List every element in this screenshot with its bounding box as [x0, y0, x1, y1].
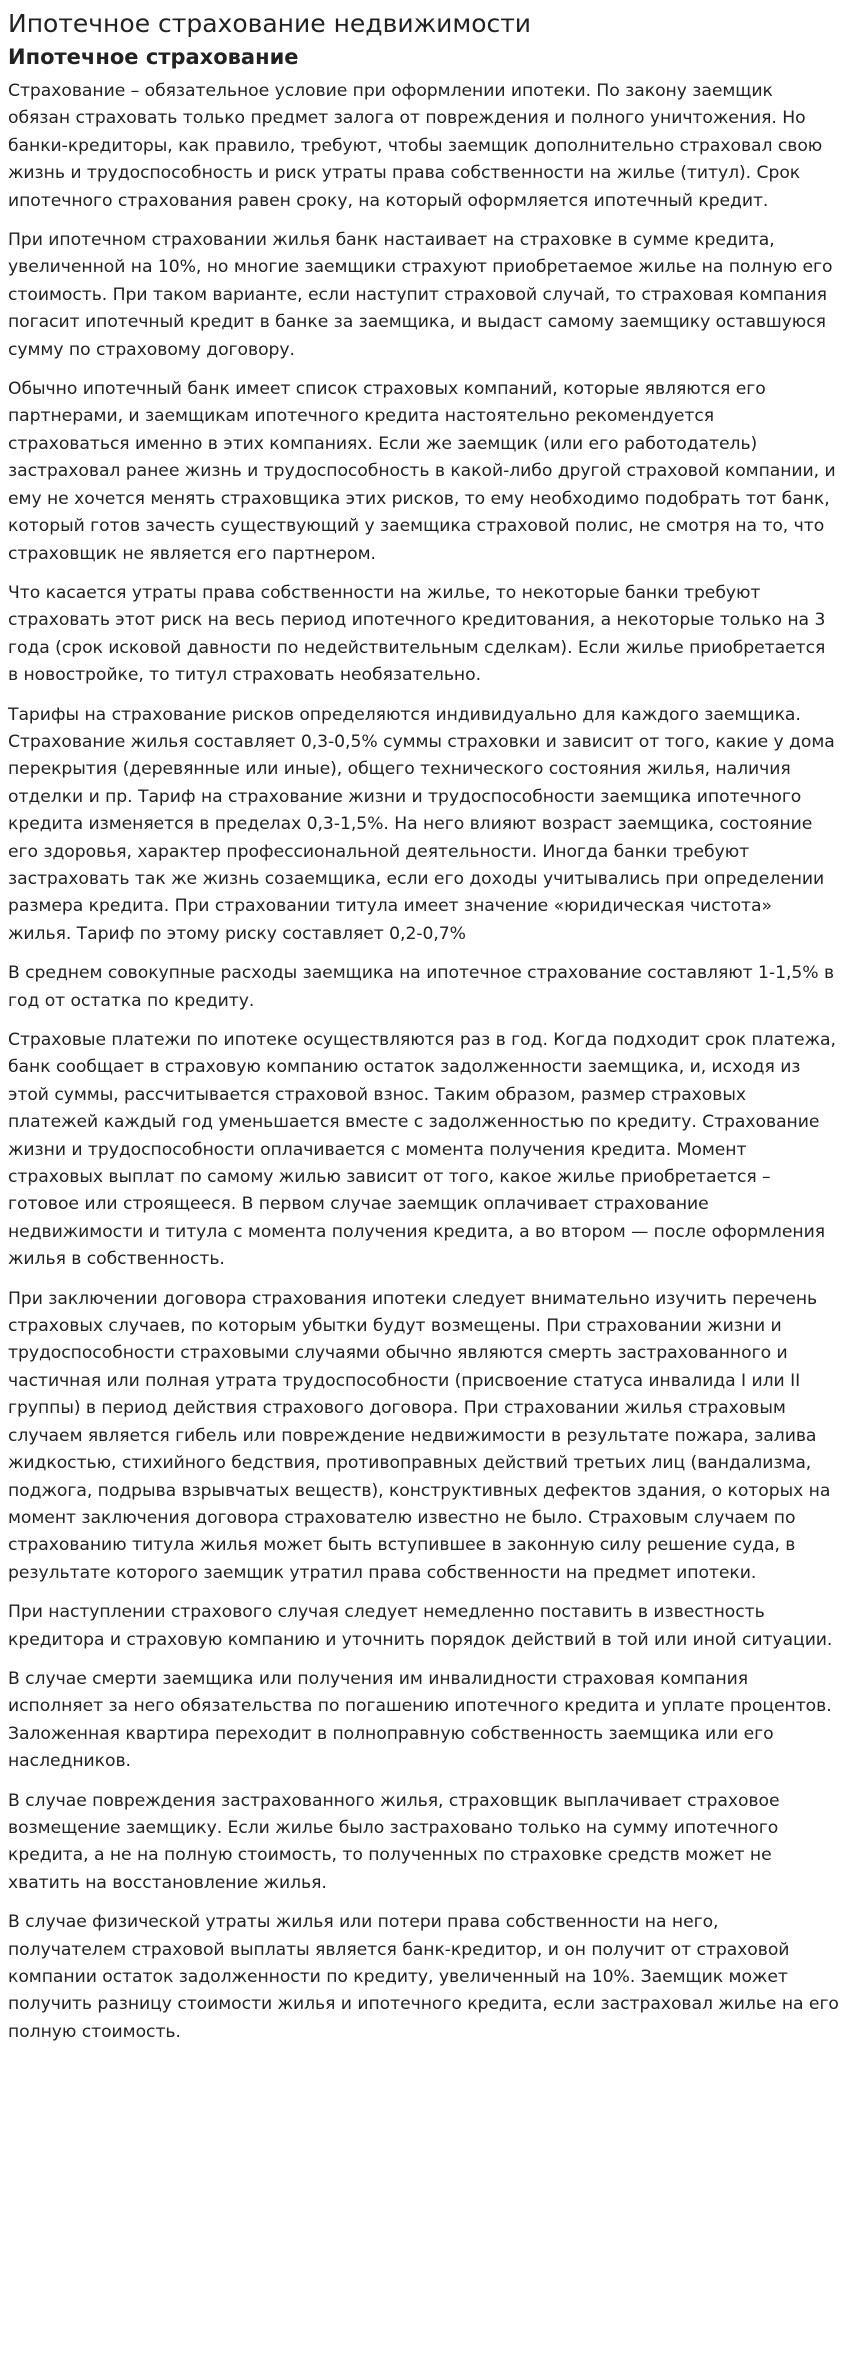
article-paragraph: При заключении договора страхования ипотеки следует внимательно изучить перечень страховых случаев, по которым убытки будут возмещены. При страховании жизни и трудоспособности страховыми случаями обычно являются смерть застрахованного и частичная или полная утрата трудоспособности (присвоение статуса инвалида I или II группы) в период действия страхового договора. При страховании жилья страховым случаем является гибель или повреждение недвижимости в результате пожара, залива жидкостью, стихийного бедствия, противоправных действий третьих лиц (вандализма, поджога, подрыва взрывчатых веществ), конструктивных дефектов здания, о которых на момент заключения договора страхователю известно не было. Страховым случаем по страхованию титула жилья может быть вступившее в законную силу решение суда, в результате которого заемщик утратил права собственности на предмет ипотеки. — [8, 1288, 831, 1583]
article-paragraph: В случае смерти заемщика или получения им инвалидности страховая компания исполняет за него обязательства по погашению ипотечного кредита и уплате процентов. Заложенная квартира переходит в полноправную собственность заемщика или его наследников. — [8, 1668, 832, 1772]
article-paragraph: В случае повреждения застрахованного жилья, страховщик выплачивает страховое возмещение заемщику. Если жилье было застраховано только на сумму ипотечного кредита, а не на полную стоимость, то полученных по страховке средств может не хватить на восстановление жилья. — [8, 1790, 780, 1893]
article-paragraph: Страховые платежи по ипотеке осуществляются раз в год. Когда подходит срок платежа, банк сообщает в страховую компанию остаток задолженности заемщика, и, исходя из этой суммы, рассчитывается страховой взнос. Таким образом, размер страховых платежей каждый год уменьшается вместе с задолженностью по кредиту. Страхование жизни и трудоспособности оплачивается с момента получения кредита. Момент страховых выплат по самому жилью зависит от того, какое жилье приобретается – готовое или строящееся. В первом случае заемщик оплачивает страхование недвижимости и титула с момента получения кредита, а во втором — после оформления жилья в собственность. — [8, 1030, 836, 1270]
section-heading: Ипотечное страхование — [8, 45, 299, 69]
article-paragraph: Страхование – обязательное условие при оформлении ипотеки. По закону заемщик обязан страховать только предмет залога от повреждения и полного уничтожения. Но банки-кредиторы, как правило, требуют, чтобы заемщик дополнительно страховал свою жизнь и трудоспособность и риск утраты права собственности на жилье (титул). Срок ипотечного страхования равен сроку, на который оформляется ипотечный кредит. — [8, 81, 823, 211]
article-paragraph: При ипотечном страховании жилья банк настаивает на страховке в сумме кредита, увеличенной на 10%, но многие заемщики страхуют приобретаемое жилье на полную его стоимость. При таком варианте, если наступит страховой случай, то страховая компания погасит ипотечный кредит в банке за заемщика, и выдаст самому заемщику оставшуюся сумму по страховому договору. — [8, 230, 833, 360]
article-paragraph: Что касается утраты права собственности на жилье, то некоторые банки требуют страховать этот риск на весь период ипотечного кредитования, а некоторые только на 3 года (срок исковой давности по недействительным сделкам). Если жилье приобретается в новостройке, то титул страховать необязательно. — [8, 582, 826, 686]
article-paragraph: При наступлении страхового случая следует немедленно поставить в известность кредитора и страховую компанию и уточнить порядок действий в той или иной ситуации. — [8, 1602, 833, 1650]
article-paragraph: Тарифы на страхование рисков определяются индивидуально для каждого заемщика. Страхование жилья составляет 0,3-0,5% суммы страховки и зависит от того, какие у дома перекрытия (деревянные или иные), общего технического состояния жилья, наличия отделки и пр. Тариф на страхование жизни и трудоспособности заемщика ипотечного кредита изменяется в пределах 0,3-1,5%. На него влияют возраст заемщика, состояние его здоровья, характер профессиональной деятельности. Иногда банки требуют застраховать так же жизнь созаемщика, если его доходы учитывались при определении размера кредита. При страховании титула имеет значение «юридическая чистота» жилья. Тариф по этому риску составляет 0,2-0,7% — [8, 704, 835, 944]
page-title: Ипотечное страхование недвижимости — [8, 9, 532, 38]
article-paragraph: В среднем совокупные расходы заемщика на ипотечное страхование составляют 1-1,5% в год от остатка по кредиту. — [8, 963, 835, 1011]
article-paragraph: В случае физической утраты жилья или потери права собственности на него, получателем страховой выплаты является банк-кредитор, и он получит от страховой компании остаток задолженности по кредиту, увеличенный на 10%. Заемщик может получить разницу стоимости жилья и ипотечного кредита, если застраховал жилье на его полную стоимость. — [8, 1912, 839, 2042]
article-paragraph: Обычно ипотечный банк имеет список страховых компаний, которые являются его партнерами, и заемщикам ипотечного кредита настоятельно рекомендуется страховаться именно в этих компаниях. Если же заемщик (или его работодатель) застраховал ранее жизнь и трудоспособность в какой-либо другой страховой компании, и ему не хочется менять страховщика этих рисков, то ему необходимо подобрать тот банк, который готов зачесть существующий у заемщика страховой полис, не смотря на то, что страховщик не является его партнером. — [8, 379, 836, 564]
